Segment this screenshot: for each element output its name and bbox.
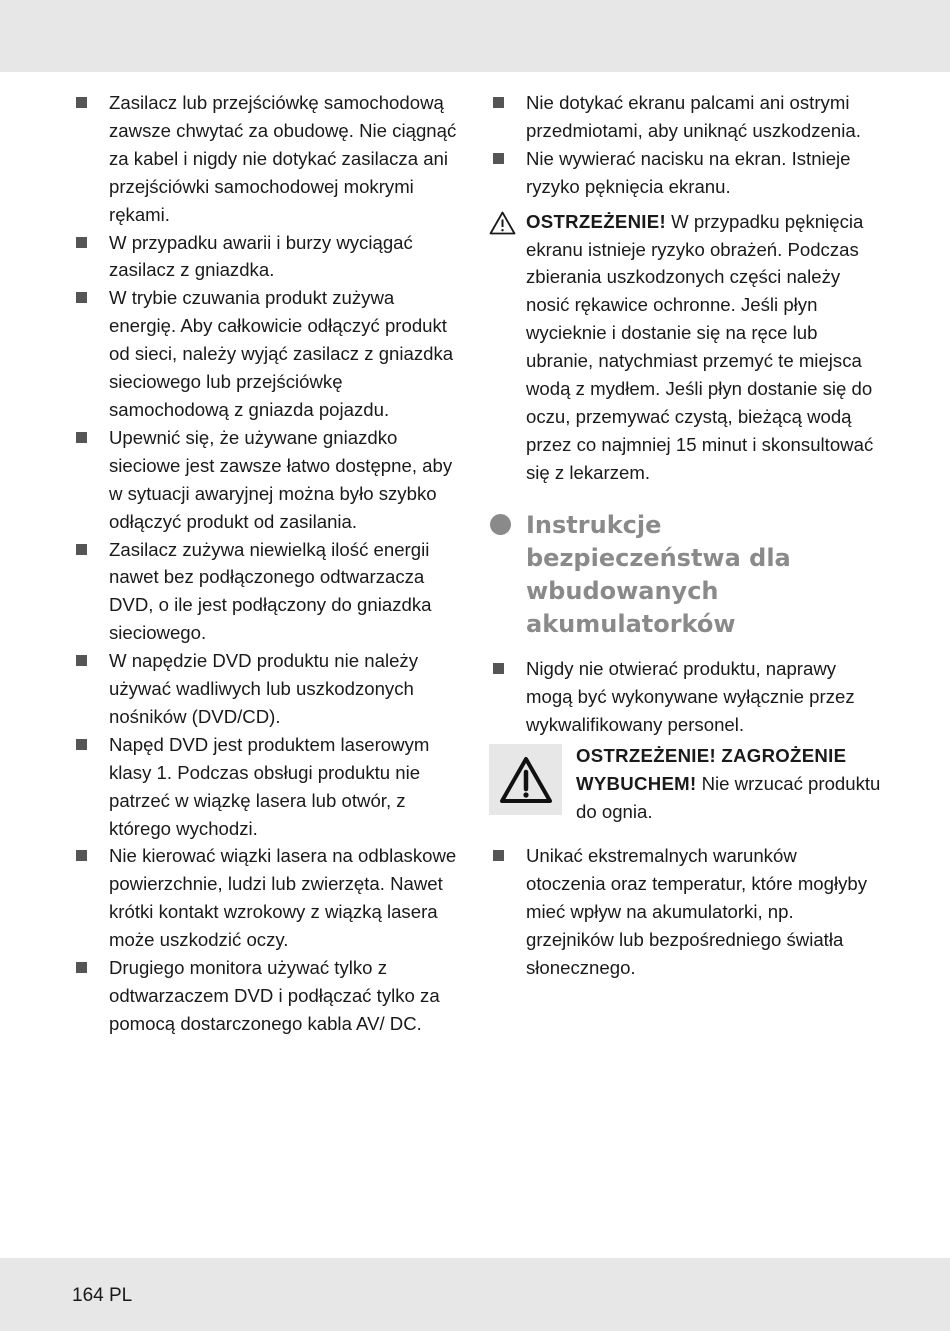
list-item	[72, 424, 464, 536]
list-item	[72, 647, 464, 731]
bullet-icon	[493, 663, 504, 674]
heading-bullet-icon	[490, 514, 511, 535]
explosion-warning-label: OSTRZEŻENIE! ZAGROŻENIE WYBUCHEM!	[576, 745, 847, 795]
bullet-icon	[76, 739, 87, 750]
item-text: Napęd DVD jest produktem laserowym klasy 1. Podczas obsługi produktu nie patrzeć w wiązkę lasera lub otwór, z którego wychodzi.	[109, 733, 430, 839]
list-item	[489, 842, 881, 982]
section-heading	[489, 509, 881, 641]
item-text: Nie dotykać ekranu palcami ani ostrymi przedmiotami, aby uniknąć uszkodzenia.	[526, 92, 861, 141]
warning-triangle-icon	[498, 755, 554, 805]
warning-note	[489, 208, 881, 487]
right-column	[489, 89, 881, 982]
list-item	[72, 954, 464, 1038]
list-item	[72, 284, 464, 424]
bullet-icon	[76, 544, 87, 555]
warning-sign-box	[489, 744, 562, 815]
bullet-icon	[493, 153, 504, 164]
list-item	[72, 536, 464, 648]
bullet-icon	[76, 292, 87, 303]
item-text: Nigdy nie otwierać produktu, naprawy mogą być wykonywane wyłącznie przez wykwalifikowany personel.	[526, 657, 855, 735]
item-text: Nie wywierać nacisku na ekran. Istnieje ryzyko pęknięcia ekranu.	[526, 147, 851, 197]
list-item	[72, 89, 464, 229]
list-item	[489, 655, 881, 739]
item-text: Zasilacz lub przejściówkę samochodową zawsze chwytać za obudowę. Nie ciągnąć za kabel i nigdy nie dotykać zasilacza ani przejściówki samochodowej mokrymi rękami.	[109, 92, 457, 225]
explosion-warning	[489, 742, 881, 842]
item-text: Nie kierować wiązki lasera na odblaskowe powierzchnie, ludzi lub zwierzęta. Nawet krótki kontakt wzrokowy z wiązką lasera może uszkodzić oczy.	[109, 845, 457, 951]
list-item	[72, 731, 464, 843]
list-item	[72, 842, 464, 954]
explosion-warning-text: Nie wrzucać produktu do ognia.	[576, 773, 881, 823]
bullet-icon	[76, 432, 87, 443]
bullet-icon	[493, 97, 504, 108]
item-text: Unikać ekstremalnych warunków otoczenia oraz temperatur, które mogłyby mieć wpływ na akumulatorki, np. grzejników lub bezpośredniego światła słonecznego.	[526, 845, 868, 979]
warning-triangle-icon	[489, 211, 516, 235]
item-text: Drugiego monitora używać tylko z odtwarzaczem DVD i podłączać tylko za pomocą dostarczonego kabla AV/ DC.	[109, 957, 440, 1034]
left-column	[72, 89, 464, 1038]
item-text: W trybie czuwania produkt zużywa energię. Aby całkowicie odłączyć produkt od sieci, należy wyjąć zasilacz z gniazdka sieciowego lub przejściówkę samochodową z gniazda pojazdu.	[109, 287, 454, 420]
item-text: W przypadku awarii i burzy wyciągać zasilacz z gniazdka.	[109, 231, 413, 281]
bullet-icon	[76, 962, 87, 973]
warning-label: OSTRZEŻENIE!	[526, 210, 666, 232]
section-heading-text: Instrukcje bezpieczeństwa dla wbudowanych akumulatorków	[526, 510, 791, 638]
warning-text: W przypadku pęknięcia ekranu istnieje ryzyko obrażeń. Podczas zbierania uszkodzonych części należy nosić rękawice ochronne. Jeśli płyn wycieknie i dostanie się na ręce lub ubranie, natychmiast przemyć te miejsca wodą z mydłem. Jeśli płyn dostanie się do oczu, przemywać czystą, bieżącą wodą przez co najmniej 15 minut i skonsultować się z lekarzem.	[526, 210, 874, 483]
list-item	[489, 145, 881, 201]
page-number: 164 PL	[72, 1285, 133, 1306]
bullet-icon	[76, 237, 87, 248]
header-band	[0, 0, 950, 72]
bullet-icon	[76, 97, 87, 108]
list-item	[489, 89, 881, 145]
item-text: W napędzie DVD produktu nie należy używać wadliwych lub uszkodzonych nośników (DVD/CD).	[109, 650, 419, 727]
bullet-icon	[76, 850, 87, 861]
item-text: Upewnić się, że używane gniazdko sieciowe jest zawsze łatwo dostępne, aby w sytuacji awaryjnej można było szybko odłączyć produkt od zasilania.	[109, 426, 453, 532]
bullet-icon	[76, 655, 87, 666]
item-text: Zasilacz zużywa niewielką ilość energii nawet bez podłączonego odtwarzacza DVD, o ile jest podłączony do gniazdka sieciowego.	[109, 538, 432, 644]
footer-band	[0, 1258, 950, 1331]
bullet-icon	[493, 850, 504, 861]
list-item	[72, 229, 464, 285]
